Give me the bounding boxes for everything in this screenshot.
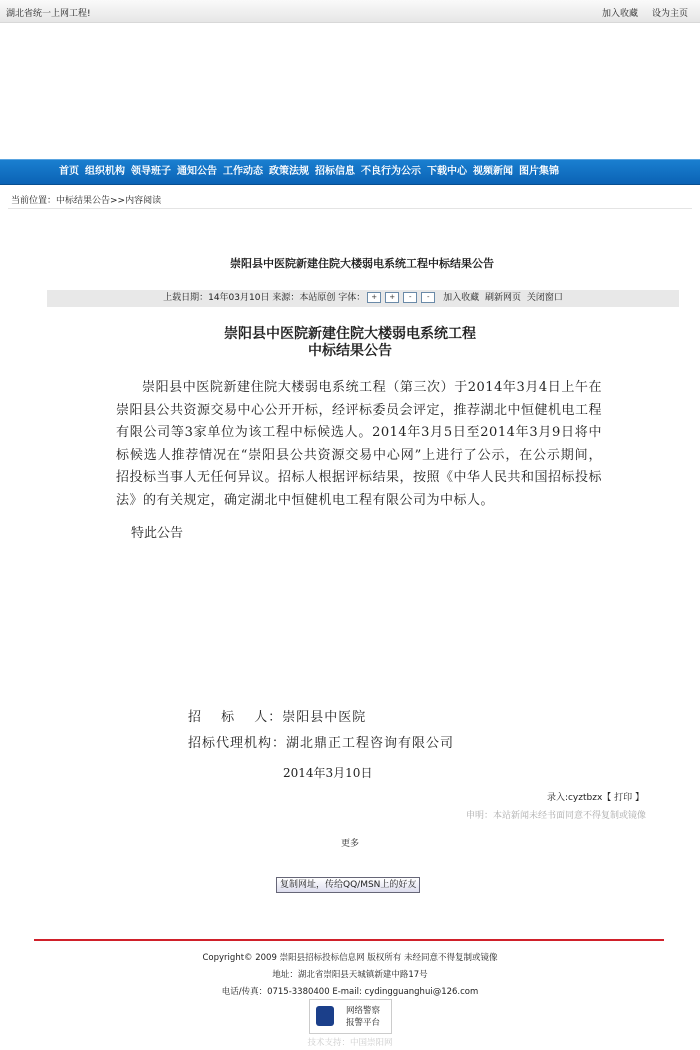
nav-item-misconduct[interactable]: 不良行为公示	[361, 166, 421, 177]
font-larger-icon[interactable]: +	[385, 292, 399, 303]
copyright-notice: 申明：本站新闻未经书面同意不得复制或镜像	[465, 811, 646, 821]
zoom-in-icon[interactable]: +	[367, 292, 381, 303]
article-meta-bar	[47, 290, 679, 307]
closing-text: 特此公告	[131, 526, 184, 541]
entry-print[interactable]: 录入:cyztbzx【 打印 】	[546, 793, 644, 803]
nav-item-pictures[interactable]: 图片集锦	[519, 166, 559, 177]
more-link[interactable]: 更多	[341, 839, 360, 849]
nav-item-downloads[interactable]: 下载中心	[427, 166, 467, 177]
police-report-badge[interactable]	[309, 999, 392, 1034]
nav-item-home[interactable]: 首页	[59, 166, 79, 177]
add-favorite-link[interactable]: 加入收藏	[443, 293, 480, 303]
font-label: 字体：	[338, 293, 366, 303]
nav-item-leadership[interactable]: 领导班子	[131, 166, 171, 177]
copy-url-button[interactable]: 复制网址，传给QQ/MSN上的好友	[276, 877, 420, 893]
add-favorite-link[interactable]: 加入收藏	[601, 9, 638, 19]
heading-line-1: 崇阳县中医院新建住院大楼弱电系统工程	[224, 326, 476, 342]
heading-line-2: 中标结果公告	[308, 343, 392, 359]
refresh-link[interactable]: 刷新网页	[485, 293, 522, 303]
breadcrumb: 当前位置：中标结果公告>>内容阅读	[11, 196, 162, 206]
main-nav	[0, 159, 700, 185]
upload-date: 上载日期：14年03月10日	[163, 293, 270, 303]
footer-divider	[34, 939, 664, 941]
sign-date: 2014年3月10日	[283, 766, 373, 780]
font-smaller-icon[interactable]: -	[421, 292, 435, 303]
nav-item-video[interactable]: 视频新闻	[473, 166, 513, 177]
police-car-icon	[316, 1006, 334, 1026]
nav-item-tender-info[interactable]: 招标信息	[315, 166, 355, 177]
divider	[8, 208, 692, 209]
nav-item-policy[interactable]: 政策法规	[269, 166, 309, 177]
close-window-link[interactable]: 关闭窗口	[526, 293, 563, 303]
badge-line-1: 网络警察	[346, 1006, 381, 1016]
nav-item-notices[interactable]: 通知公告	[177, 166, 217, 177]
nav-item-organization[interactable]: 组织机构	[85, 166, 125, 177]
welcome-text: 湖北省统一上网工程!	[6, 9, 91, 19]
badge-line-2: 报警平台	[346, 1018, 381, 1028]
tenderer: 招 标 人：崇阳县中医院	[188, 710, 367, 725]
footer-copyright: Copyright© 2009 崇阳县招标投标信息网 版权所有 未经同意不得复制或镜像	[202, 953, 498, 963]
nav-item-work-news[interactable]: 工作动态	[223, 166, 263, 177]
source: 来源：本站原创	[272, 293, 336, 303]
tech-support: 技术支持：中国崇阳网	[307, 1038, 393, 1048]
set-homepage-link[interactable]: 设为主页	[651, 9, 688, 19]
tender-agent: 招标代理机构：湖北鼎正工程咨询有限公司	[188, 736, 455, 751]
footer-address: 地址：湖北省崇阳县天城镇新建中路17号	[272, 970, 428, 980]
top-bar	[0, 0, 700, 23]
article-heading	[0, 326, 700, 360]
article-body: 崇阳县中医院新建住院大楼弱电系统工程（第三次）于2014年3月4日上午在崇阳县公共资源交易中心公开开标，经评标委员会评定，推荐湖北中恒健机电工程有限公司等3家单位为该工程中标候选人。2014年3月5日至2014年3月9日将中标候选人推荐情况在“崇阳县公共资源交易中心网”上进行了公示，在公示期间，招投标当事人无任何异议。招标人根据评标结果，按照《中华人民共和国招标投标法》的有关规定，确定湖北中恒健机电工程有限公司为中标人。	[116, 380, 603, 508]
article-title: 崇阳县中医院新建住院大楼弱电系统工程中标结果公告	[230, 257, 494, 270]
zoom-out-icon[interactable]: -	[403, 292, 417, 303]
footer-contact: 电话/传真：0715-3380400 E-mail: cydingguanghui@126.com	[221, 987, 479, 997]
